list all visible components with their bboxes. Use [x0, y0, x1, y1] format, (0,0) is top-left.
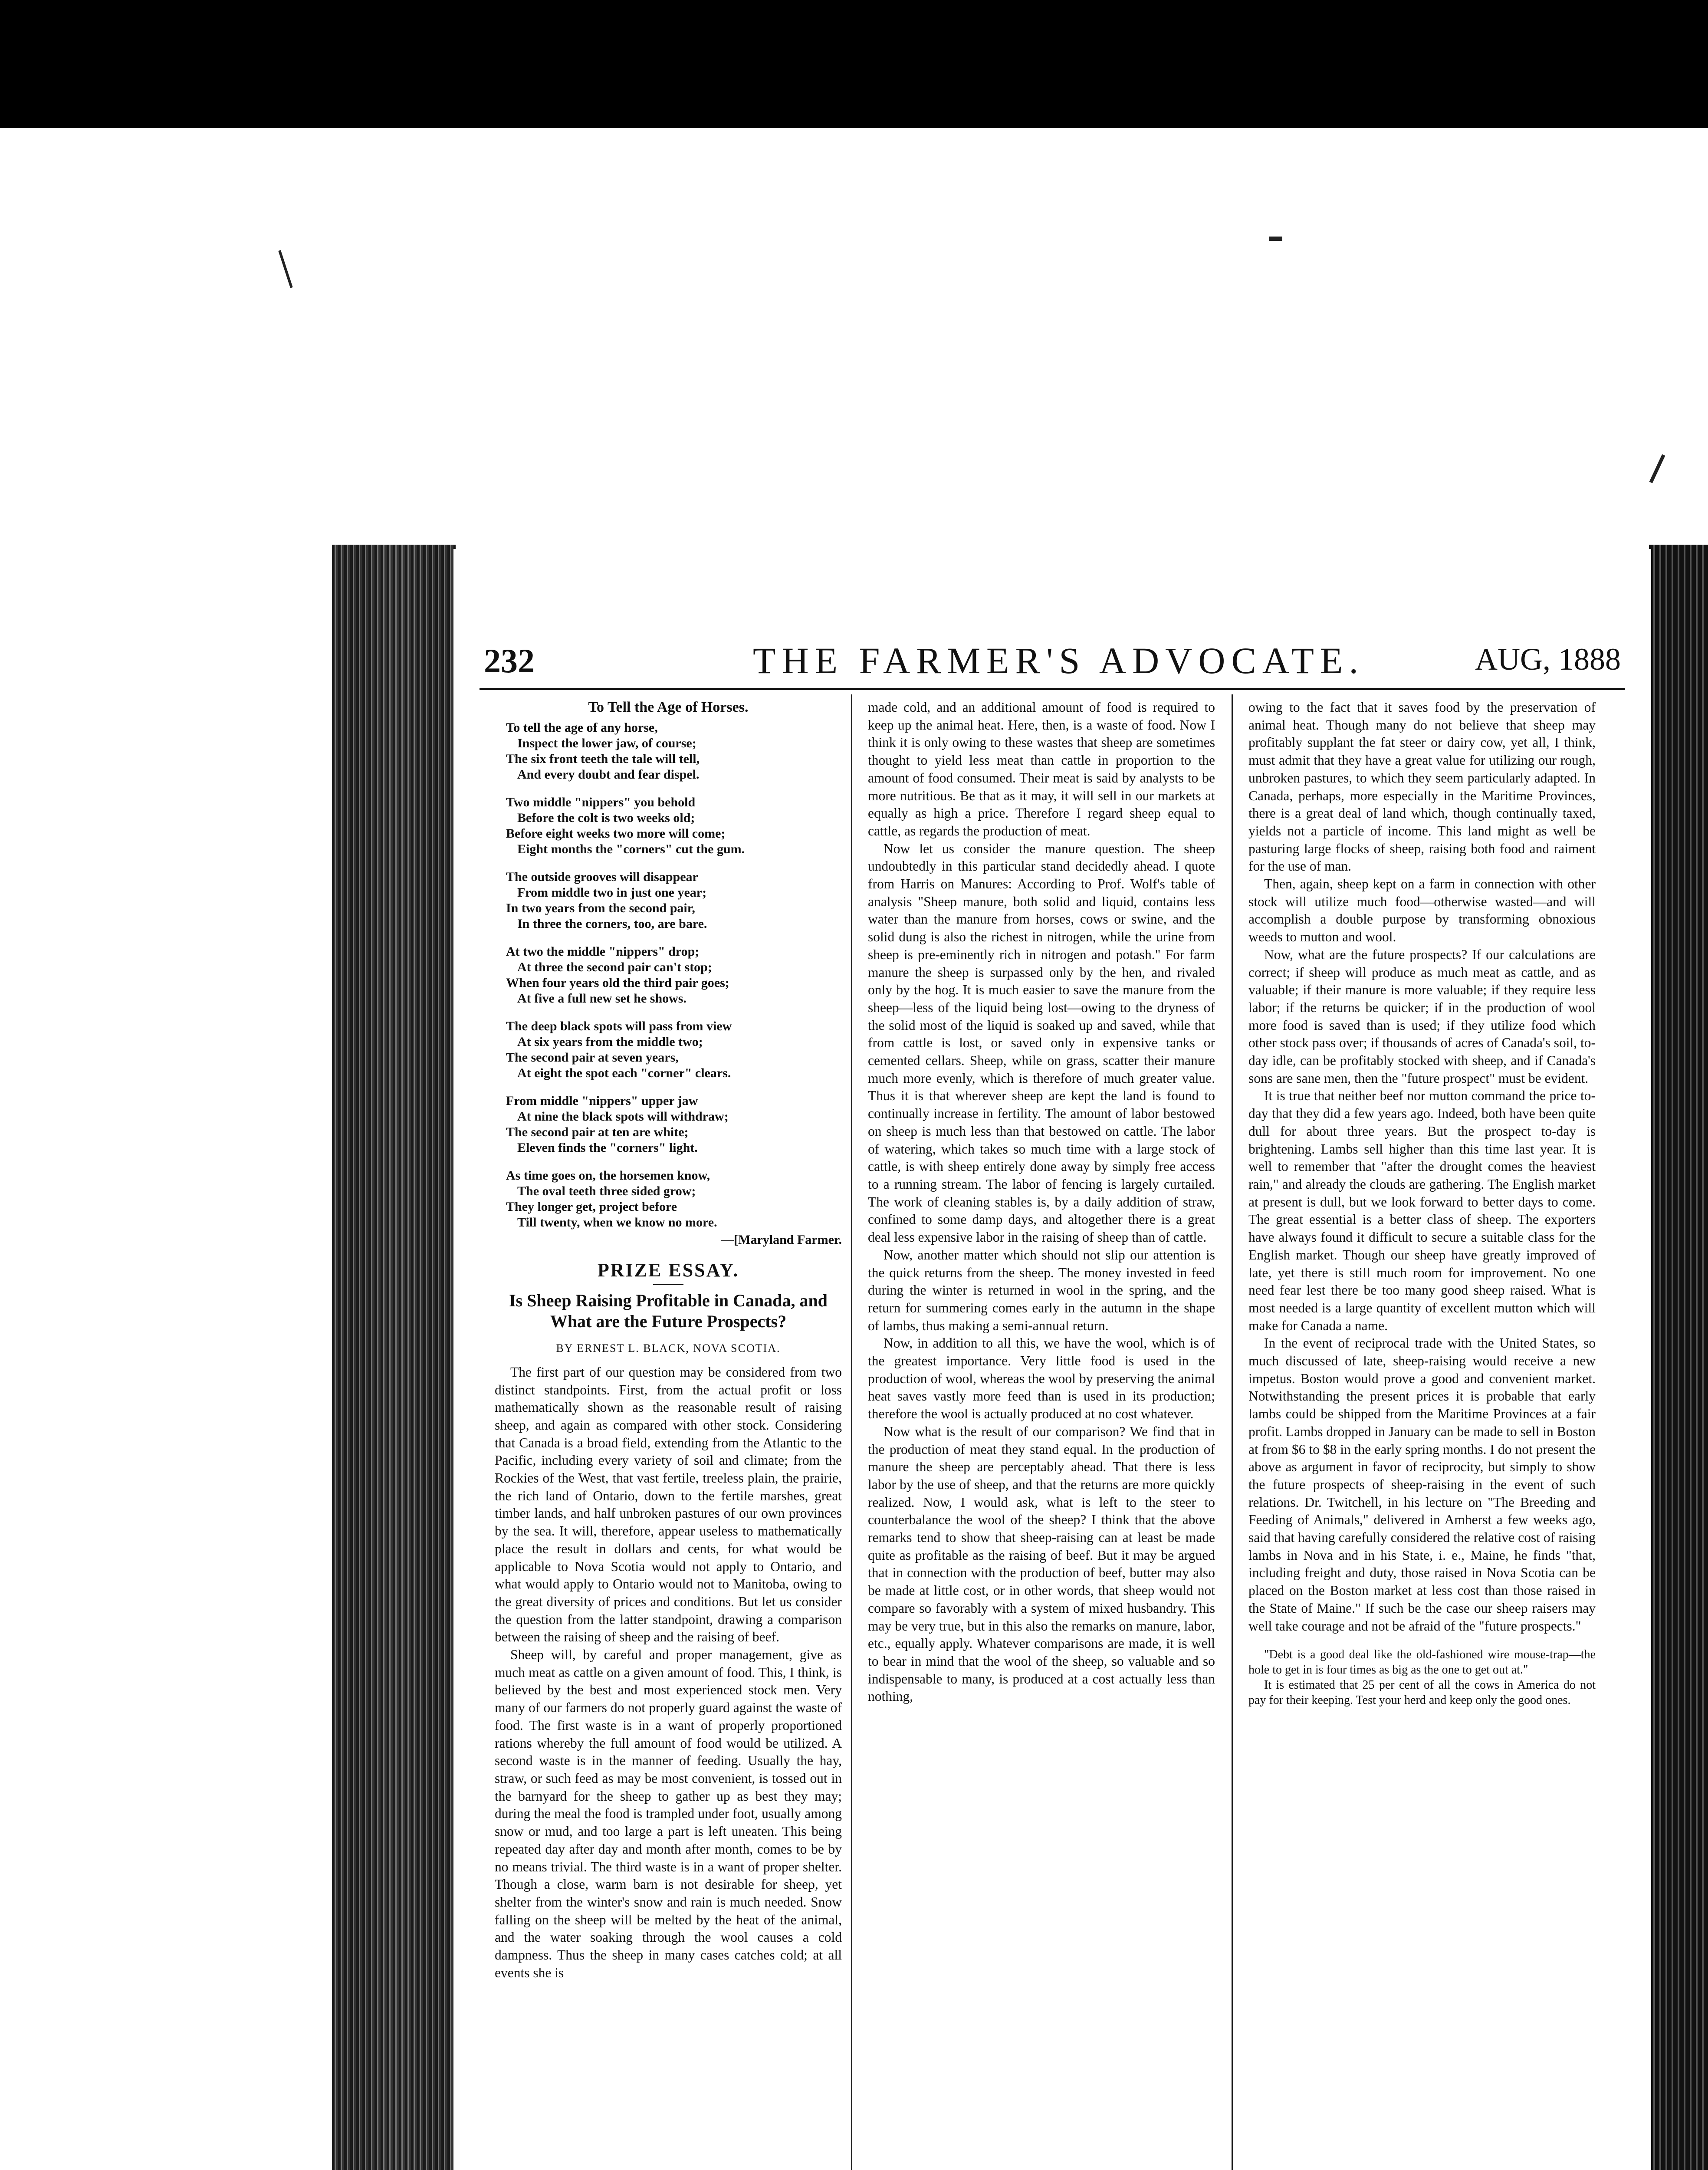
poem-line: From middle "nippers" upper jaw [506, 1093, 698, 1108]
column-rule [851, 694, 852, 2170]
filler-note: It is estimated that 25 per cent of all the cows in America do not pay for their keeping. Test your herd and keep only the good ones. [1248, 1678, 1596, 1707]
paragraph: made cold, and an additional amount of food is required to keep up the animal heat. Here, then, is a waste of food. Now I think it is only owing to these wastes that sheep are sometimes thought to yield less meat than cattle in proportion to the amount of food consumed. Their meat is said by analysts to be more nutritious. Be that as it may, it will sell in our markets at equally as high a price. Therefore I regard sheep equal to cattle, as regards the production of meat. [868, 700, 1215, 838]
paragraph: In the event of reciprocal trade with the United States, so much discussed of late, sheep-raising would receive a new impetus. Boston would prove a good and convenient market. Notwithstanding the present prices it is probable that early lambs could be shipped from the Maritime Provinces at a fair profit. Lambs dropped in January can be made to sell in Boston at from $6 to $8 in the early spring months. I do not present the above as argument in favor of reciprocity, but simply to show the future prospects of sheep-raising in the event of such relations. Dr. Twitchell, in his lecture on "The Breeding and Feeding of Animals," delivered in Amherst a few weeks ago, said that having carefully considered the relative cost of raising lambs in Nova and in his State, i. e., Maine, he finds "that, including freight and duty, those raised in Nova Scotia can be placed on the Boston market at less cost than those raised in the State of Maine." If such be the case our sheep raisers may well take courage and not be afraid of the "future prospects." [1248, 1335, 1596, 1634]
newspaper-page [453, 549, 1651, 2170]
poem-stanza [506, 1168, 842, 1230]
poem-stanza [506, 795, 842, 857]
poem-line: At nine the black spots will withdraw; [517, 1109, 729, 1124]
poem [495, 720, 842, 1230]
poem-line: As time goes on, the horsemen know, [506, 1168, 710, 1183]
poem-line: The deep black spots will pass from view [506, 1019, 732, 1033]
scan-speck [1269, 237, 1282, 241]
page-header [484, 634, 1621, 681]
paragraph: Now let us consider the manure question. The sheep undoubtedly in this particular stand decidedly ahead. I quote from Harris on Manures: According to Prof. Wolf's table of analysis "Sheep manure, both solid and liquid, contains less water than the manure from horses, cows or swine, and the solid dung is also the richest in nitrogen, while the urine from sheep is pre-eminently rich in nitrogen and potash." For farm manure the sheep is surpassed only by the hen, and rivaled only by the hog. It is much easier to save the manure from the sheep—less of the liquid being lost—owing to the dryness of the solid most of the liquid is soaked up and saved, while that from cattle is lost, or saved only in expensive tanks or cemented cellars. Sheep, while on grass, scatter their manure much more evenly, which is therefore of much greater value. Thus it is that wherever sheep are kept the land is found to continually increase in fertility. The amount of labor bestowed on sheep is much less than that bestowed on cattle. The labor of watering, which takes so much time with a large stock of cattle, is with sheep entirely done away by simply free access to a running stream. The labor of fencing is largely curtailed. The work of cleaning stables is, by a daily addition of straw, confined to some damp days, and altogether there is a great deal less expensive labor in the raising of sheep than of cattle. [868, 841, 1215, 1245]
column-1-body [495, 1364, 842, 1982]
poem-credit: —[Maryland Farmer. [721, 1232, 842, 1247]
poem-title: To Tell the Age of Horses. [588, 699, 749, 715]
poem-line: Eleven finds the "corners" light. [517, 1140, 698, 1155]
poem-line: At six years from the middle two; [517, 1034, 703, 1049]
essay-title: Is Sheep Raising Profitable in Canada, and What are the Future Prospects? [509, 1291, 828, 1332]
poem-line: From middle two in just one year; [517, 885, 707, 900]
book-page-edges-left [332, 545, 456, 2170]
poem-line: Inspect the lower jaw, of course; [517, 736, 696, 750]
poem-line: The second pair at seven years, [506, 1050, 679, 1065]
paragraph: Now, in addition to all this, we have the wool, which is of the greatest importance. Very little food is used in the production of wool, whereas the wool by preserving the animal heat saves vastly more feed than is used in its production; therefore the wool is actually produced at no cost whatever. [868, 1335, 1215, 1422]
paragraph: It is true that neither beef nor mutton command the price to-day that they did a few years ago. Indeed, both have been quite dull for about three years. But the prospect to-day is brightening. Lambs sell higher than this time last year. It is well to remember that "after the drought comes the heaviest rain," and already the clouds are gathering. The English market at present is dull, but we look forward to better days to come. The great essential is a better class of sheep. The exporters have always found it difficult to secure a suitable class for the English market. Though our sheep have greatly improved of late, yet there is still much room for improvement. No one need fear lest there be too many good sheep raised. What is most needed is a large quantity of excellent mutton which will make for Canada a name. [1248, 1088, 1596, 1333]
book-page-edges-right [1649, 545, 1708, 2170]
poem-line: When four years old the third pair goes; [506, 975, 729, 990]
poem-stanza [506, 720, 842, 783]
poem-line: The six front teeth the tale will tell, [506, 751, 700, 766]
filler-note: "Debt is a good deal like the old-fashioned wire mouse-trap—the hole to get in is four times as big as the one to get out at." [1248, 1648, 1596, 1677]
poem-line: In two years from the second pair, [506, 901, 695, 915]
poem-line: The outside grooves will disappear [506, 869, 698, 884]
paragraph: Now what is the result of our comparison? We find that in the production of meat they stand equal. In the production of manure the sheep are perceptably ahead. That there is less labor by the use of sheep, and that the returns are more quickly realized. Now, I would ask, what is left to the steer to counterbalance the wool of the sheep? I think that the above remarks tend to show that sheep-raising can at least be made quite as profitable as the raising of beef. But it may be argued that in connection with the production of beef, butter may also be made at little cost, or in other words, that sheep would not compare so favorably with a system of mixed husbandry. This may be very true, but in this also the remarks on manure, labor, etc., equally apply. Whatever comparisons are made, it is well to bear in mind that the wool of the sheep, so valuable and so indispensable to many, is produced at a cost actually less than nothing, [868, 1424, 1215, 1704]
header-rule [480, 688, 1625, 690]
page-number: 232 [484, 642, 535, 680]
paragraph: Then, again, sheep kept on a farm in connection with other stock will utilize much food—otherwise wasted—and will accomplish a double purpose by transforming obnoxious weeds to mutton and wool. [1248, 876, 1596, 945]
column-1 [495, 699, 842, 1982]
poem-line: In three the corners, too, are bare. [517, 916, 707, 931]
poem-stanza [506, 1019, 842, 1081]
poem-line: They longer get, project before [506, 1199, 677, 1214]
poem-line: The oval teeth three sided grow; [517, 1184, 696, 1198]
poem-line: At three the second pair can't stop; [517, 960, 712, 974]
poem-line: Two middle "nippers" you behold [506, 795, 696, 809]
poem-line: Till twenty, when we know no more. [517, 1215, 717, 1230]
paragraph: owing to the fact that it saves food by the preservation of animal heat. Though many do not believe that sheep may profitably supplant the fat steer or dairy cow, yet all, I think, must admit that they have a great value for utilizing our rough, unbroken pastures, to which they seem particularly adapted. In Canada, perhaps, more especially in the Maritime Provinces, there is a great deal of land which, though continually taxed, yields not a particle of income. This land might as well be pasturing large flocks of sheep, raising both food and raiment for the use of man. [1248, 700, 1596, 874]
issue-date: AUG, 1888 [1475, 642, 1621, 677]
essay-kicker: PRIZE ESSAY. [597, 1259, 739, 1281]
poem-line: Eight months the "corners" cut the gum. [517, 842, 745, 856]
poem-stanza [506, 869, 842, 932]
column-2 [868, 699, 1215, 1706]
paragraph: Now, another matter which should not slip our attention is the quick returns from the sheep. The money invested in feed during the winter is returned in wool in the spring, and the return for summering comes early in the autumn in the shape of lambs, thus making a semi-annual return. [868, 1247, 1215, 1333]
poem-line: Before the colt is two weeks old; [517, 810, 695, 825]
poem-line: At eight the spot each "corner" clears. [517, 1065, 731, 1080]
column-3 [1248, 699, 1596, 1708]
poem-stanza [506, 1093, 842, 1156]
poem-line: The second pair at ten are white; [506, 1124, 689, 1139]
essay-byline: BY ERNEST L. BLACK, NOVA SCOTIA. [556, 1342, 781, 1355]
poem-line: Before eight weeks two more will come; [506, 826, 726, 841]
column-rule [1232, 694, 1233, 2170]
paragraph: Sheep will, by careful and proper management, give as much meat as cattle on a given amount of food. This, I think, is believed by the best and most experienced stock men. Very many of our farmers do not properly guard against the waste of food. The first waste is in a want of properly proportioned rations whereby the full amount of food would be utilized. A second waste is in the manner of feeding. Usually the hay, straw, or such feed as may be most convenient, is tossed out in the barnyard for the sheep to gather up as best they may; during the meal the food is trampled under foot, usually among snow or mud, and too large a part is left uneaten. This being repeated day after day and month after month, comes to be by no means trivial. The third waste is in a want of proper shelter. Though a close, warm barn is not desirable for sheep, yet shelter from the winter's snow and rain is much needed. Snow falling on the sheep will be melted by the heat of the animal, and the water soaking through the wool causes a cold dampness. Thus the sheep in many cases catches cold; at all events she is [495, 1647, 842, 1980]
poem-stanza [506, 944, 842, 1006]
paragraph: Now, what are the future prospects? If our calculations are correct; if sheep will produce as much meat as cattle, and as valuable; if their manure is more valuable; if they require less labor; if the returns be quicker; if in the production of wool more food is saved than is used; if they utilize food which other stock pass over; if thousands of acres of Canada's soil, to-day idle, can be profitably stocked with sheep, and if Canada's sons are sane men, then the "future prospect" must be evident. [1248, 947, 1596, 1086]
poem-line: At five a full new set he shows. [517, 991, 686, 1006]
paragraph: The first part of our question may be considered from two distinct standpoints. First, from the actual profit or loss mathematically shown as the reasonable result of raising sheep, and again as compared with other stock. Considering that Canada is a broad field, extending from the Atlantic to the Pacific, including every variety of soil and climate; from the Rockies of the West, that vast fertile, treeless plain, the prairie, the rich land of Ontario, down to the fertile marshes, great timber lands, and half unbroken pastures of our own provinces by the sea. It will, therefore, appear useless to mathematically place the result in dollars and cents, for what would be applicable to Nova Scotia would not apply to Ontario, and what would apply to Ontario would not to Manitoba, owing to the great diversity of prices and conditions. But let us consider the question from the latter standpoint, drawing a comparison between the raising of sheep and the raising of beef. [495, 1364, 842, 1645]
poem-line: To tell the age of any horse, [506, 720, 658, 735]
poem-line: At two the middle "nippers" drop; [506, 944, 700, 959]
kicker-rule [653, 1284, 683, 1285]
poem-line: And every doubt and fear dispel. [517, 767, 700, 782]
masthead: THE FARMER'S ADVOCATE. [753, 640, 1364, 681]
